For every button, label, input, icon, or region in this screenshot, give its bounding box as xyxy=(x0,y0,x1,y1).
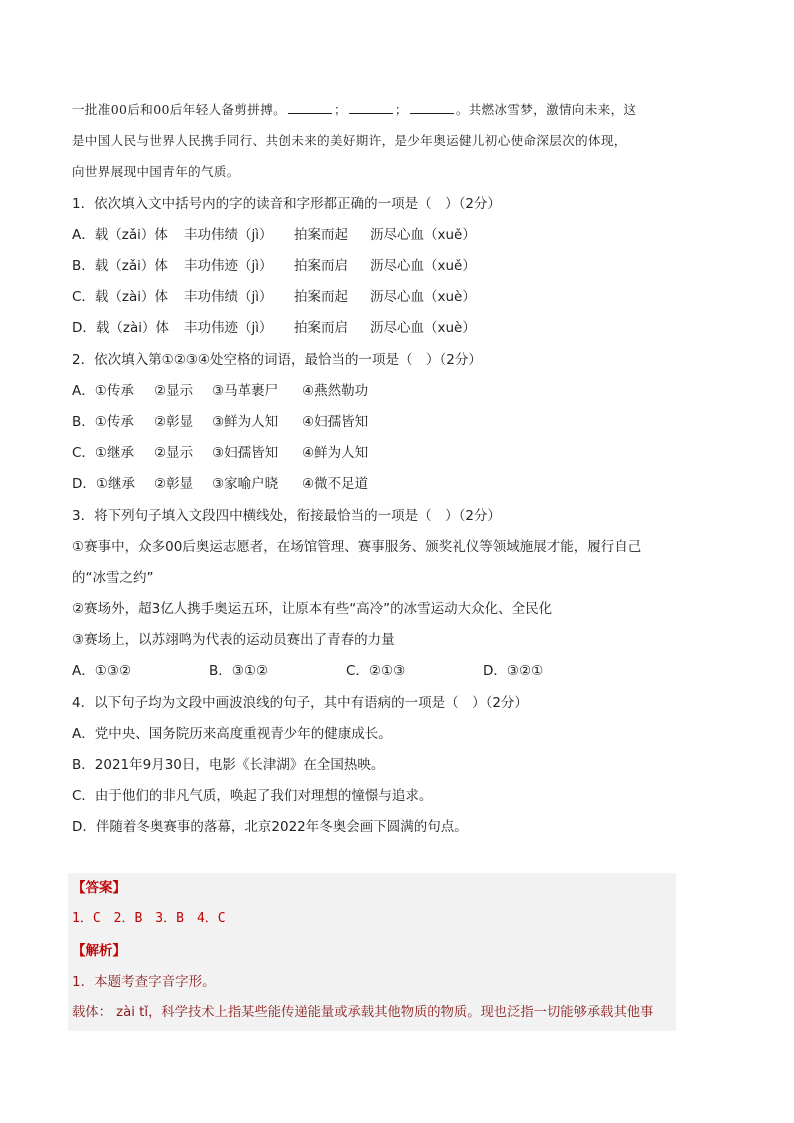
question-2-stem: 2．依次填入第①②③④处空格的词语，最恰当的一项是（ ）（2分） xyxy=(72,352,482,368)
fill-blank xyxy=(410,100,454,114)
answer-heading: 【答案】 xyxy=(72,880,126,896)
q3-sentence-1-cont: 的“冰雪之约” xyxy=(72,570,154,586)
fill-blank xyxy=(349,100,393,114)
option-cell: ③马革裹尸 xyxy=(212,383,279,399)
passage-text: 一批准00后和00后年轻人备剪拼搏。 xyxy=(72,102,287,117)
option-cell: D．载（zài）体 xyxy=(72,320,170,336)
option-cell: ④微不足道 xyxy=(302,476,369,492)
option-cell: B．③①② xyxy=(209,663,269,679)
option-cell: B．①传承 xyxy=(72,414,134,430)
q1-option-d xyxy=(72,318,476,338)
option-cell: C．②①③ xyxy=(346,663,406,679)
passage-line-2: 是中国人民与世界人民携手同行、共创未来的美好期许，是少年奥运健儿初心使命深层次的体现， xyxy=(72,133,627,148)
q2-option-c xyxy=(72,443,368,463)
option-cell: 沥尽心血（xuè） xyxy=(370,289,476,305)
option-cell: 丰功伟迹（jì） xyxy=(184,258,273,274)
option-cell: B．载（zǎi）体 xyxy=(72,258,168,274)
q1-option-b xyxy=(72,256,476,276)
option-cell: 拍案而启 xyxy=(294,258,348,274)
option-cell: ②显示 xyxy=(154,445,194,461)
answer-text: 1．C 2．B 3．B 4．C xyxy=(72,911,226,926)
q4-option-c: C．由于他们的非凡气质，唤起了我们对理想的憧憬与追求。 xyxy=(72,788,433,804)
option-cell: C．载（zài）体 xyxy=(72,289,169,305)
option-cell: D．①继承 xyxy=(72,476,135,492)
option-cell: A．载（zǎi）体 xyxy=(72,227,168,243)
passage-line-1 xyxy=(72,100,636,120)
option-cell: ②显示 xyxy=(154,383,194,399)
option-cell: 拍案而起 xyxy=(294,227,348,243)
separator: ； xyxy=(334,102,347,117)
option-cell: 丰功伟绩（jì） xyxy=(184,227,273,243)
separator: ； xyxy=(394,102,408,117)
q2-option-a xyxy=(72,381,368,401)
option-cell: ③鲜为人知 xyxy=(212,414,279,430)
q1-option-a xyxy=(72,225,476,245)
option-cell: C．①继承 xyxy=(72,445,135,461)
q3-sentence-2: ②赛场外，超3亿人携手奥运五环，让原本有些“高冷”的冰雪运动大众化、全民化 xyxy=(72,601,553,617)
question-1-stem: 1．依次填入文中括号内的字的读音和字形都正确的一项是（ ）（2分） xyxy=(72,196,501,212)
option-cell: ②彰显 xyxy=(154,476,194,492)
question-4-stem: 4．以下句子均为文段中画波浪线的句子，其中有语病的一项是（ ）（2分） xyxy=(72,695,528,711)
analysis-line-2: 载体： zài tǐ，科学技术上指某些能传递能量或承载其他物质的物质。现也泛指一切能够承载其他事 xyxy=(72,1005,654,1020)
option-cell: 拍案而启 xyxy=(294,320,348,336)
q4-option-b: B．2021年9月30日，电影《长津湖》在全国热映。 xyxy=(72,757,385,773)
option-cell: D．③②① xyxy=(483,663,544,679)
passage-text: 。共燃冰雪梦，激情向未来，这 xyxy=(455,102,637,117)
option-cell: ③妇孺皆知 xyxy=(212,445,279,461)
option-cell: A．①③② xyxy=(72,663,132,679)
fill-blank xyxy=(288,100,332,114)
option-cell: ④鲜为人知 xyxy=(302,445,369,461)
question-3-stem: 3．将下列句子填入文段四中横线处，衔接最恰当的一项是（ ）（2分） xyxy=(72,508,501,524)
option-cell: 拍案而起 xyxy=(294,289,348,305)
q3-sentence-3: ③赛场上，以苏翊鸣为代表的运动员赛出了青春的力量 xyxy=(72,632,395,648)
q2-option-b xyxy=(72,412,368,432)
q3-options xyxy=(72,661,543,681)
option-cell: ④妇孺皆知 xyxy=(302,414,369,430)
option-cell: A．①传承 xyxy=(72,383,134,399)
option-cell: 丰功伟绩（jì） xyxy=(184,289,273,305)
q3-sentence-1: ①赛事中，众多00后奥运志愿者，在场馆管理、赛事服务、颁奖礼仪等领域施展才能，履行自己 xyxy=(72,539,642,555)
q4-option-a: A．党中央、国务院历来高度重视青少年的健康成长。 xyxy=(72,726,392,742)
option-cell: ④燕然勒功 xyxy=(302,383,369,399)
option-cell: 沥尽心血（xuě） xyxy=(370,258,476,274)
q4-option-d: D．伴随着冬奥赛事的落幕，北京2022年冬奥会画下圆满的句点。 xyxy=(72,819,468,835)
q2-option-d xyxy=(72,474,368,494)
option-cell: 丰功伟迹（jì） xyxy=(184,320,273,336)
analysis-line-1: 1．本题考查字音字形。 xyxy=(72,974,216,990)
passage-line-3: 向世界展现中国青年的气质。 xyxy=(72,164,240,179)
option-cell: ②彰显 xyxy=(154,414,194,430)
option-cell: 沥尽心血（xuě） xyxy=(370,227,476,243)
option-cell: 沥尽心血（xuè） xyxy=(370,320,476,336)
analysis-heading: 【解析】 xyxy=(72,943,126,959)
option-cell: ③家喻户晓 xyxy=(212,476,279,492)
q1-option-c xyxy=(72,287,476,307)
